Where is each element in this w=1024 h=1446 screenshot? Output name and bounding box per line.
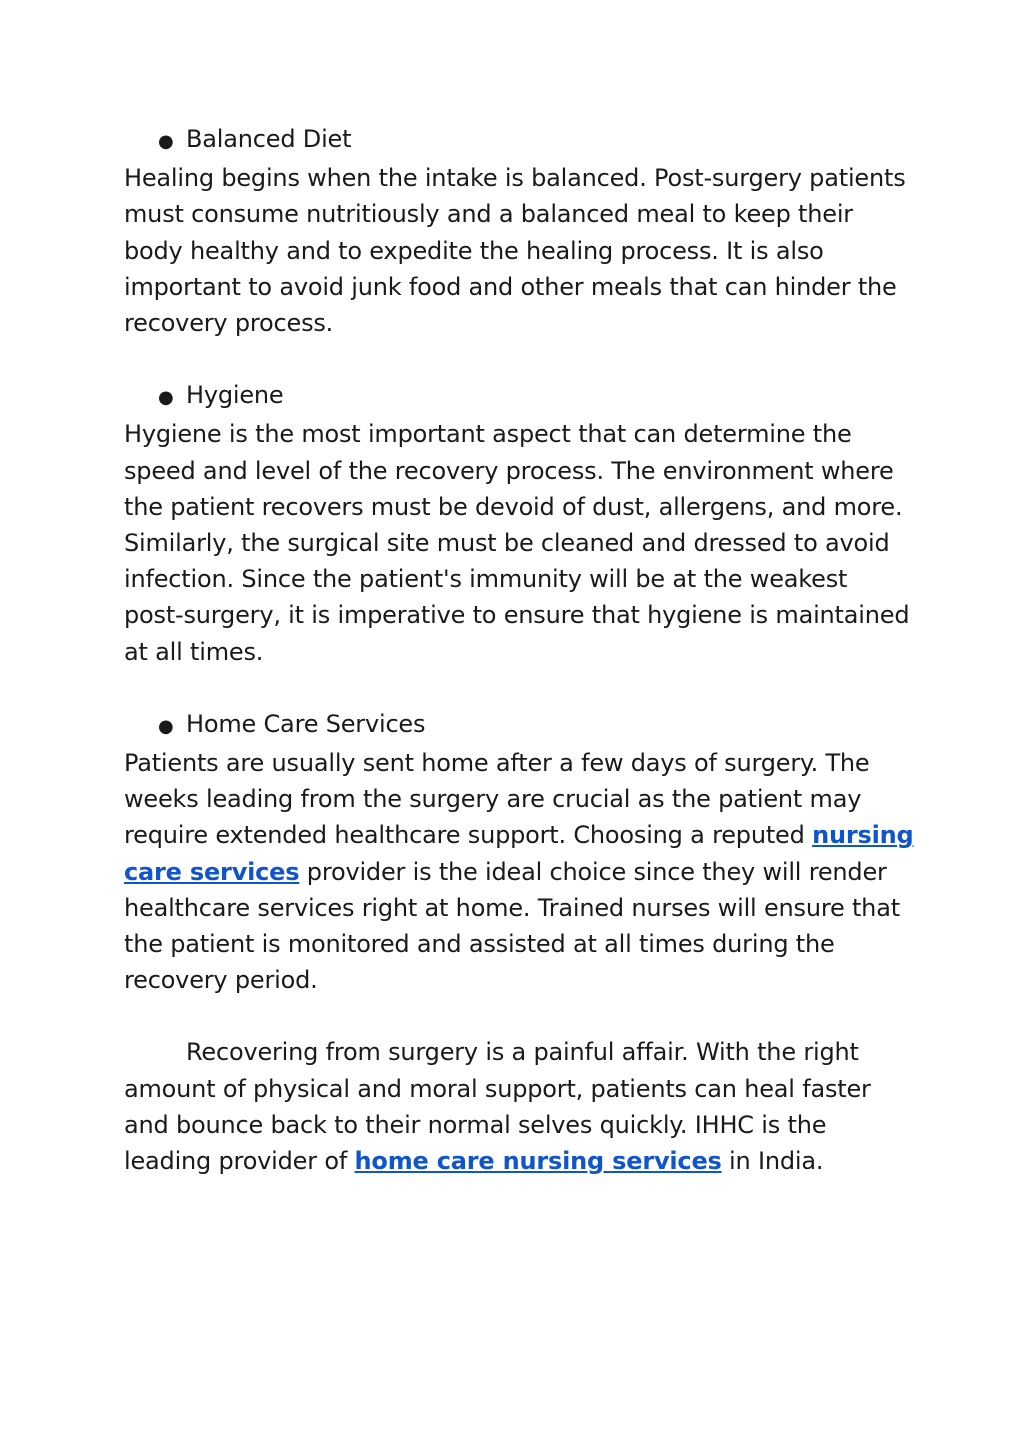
paragraph-text: Recovering from surgery is a painful affair. With the right amount of physical and moral support, patients can heal faster and bounce back to their normal selves quickly. IHHC is the leading provider of — [124, 1038, 871, 1176]
paragraph-text: Patients are usually sent home after a few days of surgery. The weeks leading from the surgery are crucial as the patient may require extended healthcare support. Choosing a reputed — [124, 749, 870, 850]
document-page — [124, 121, 914, 1179]
nursing-care-services-link[interactable]: nursing care services — [124, 821, 914, 886]
home-care-nursing-services-link[interactable]: home care nursing services — [354, 1147, 722, 1176]
paragraph-conclusion — [124, 1034, 914, 1179]
bullet-home-care-services — [158, 706, 914, 745]
bullet-dot-icon: ● — [158, 715, 174, 737]
paragraph-text: provider is the ideal choice since they will render healthcare services right at home. Trained nurses will ensure that the patient is monitored and assisted at all times during the recovery period. — [124, 857, 900, 995]
heading-balanced-diet: Balanced Diet — [186, 125, 352, 153]
bullet-balanced-diet — [158, 121, 914, 160]
spacer — [124, 998, 914, 1034]
heading-home-care-services: Home Care Services — [186, 709, 426, 738]
bullet-hygiene — [158, 377, 914, 416]
paragraph-text: in India. — [721, 1147, 824, 1176]
paragraph-home-care-services — [124, 745, 914, 998]
paragraph-balanced-diet: Healing begins when the intake is balanced. Post-surgery patients must consume nutritiously and a balanced meal to keep their body healthy and to expedite the healing process. It is also important to avoid junk food and other meals that can hinder the recovery process. — [124, 164, 906, 338]
bullet-dot-icon: ● — [158, 387, 174, 409]
heading-hygiene: Hygiene — [186, 381, 284, 410]
spacer — [124, 341, 914, 377]
bullet-dot-icon: ● — [158, 131, 174, 152]
spacer — [124, 670, 914, 706]
paragraph-hygiene: Hygiene is the most important aspect that can determine the speed and level of the recovery process. The environment where the patient recovers must be devoid of dust, allergens, and more. Similarly, the surgical site must be cleaned and dressed to avoid infection. Since the patient's immunity will be at the weakest post-surgery, it is imperative to ensure that hygiene is maintained at all times. — [124, 420, 910, 666]
